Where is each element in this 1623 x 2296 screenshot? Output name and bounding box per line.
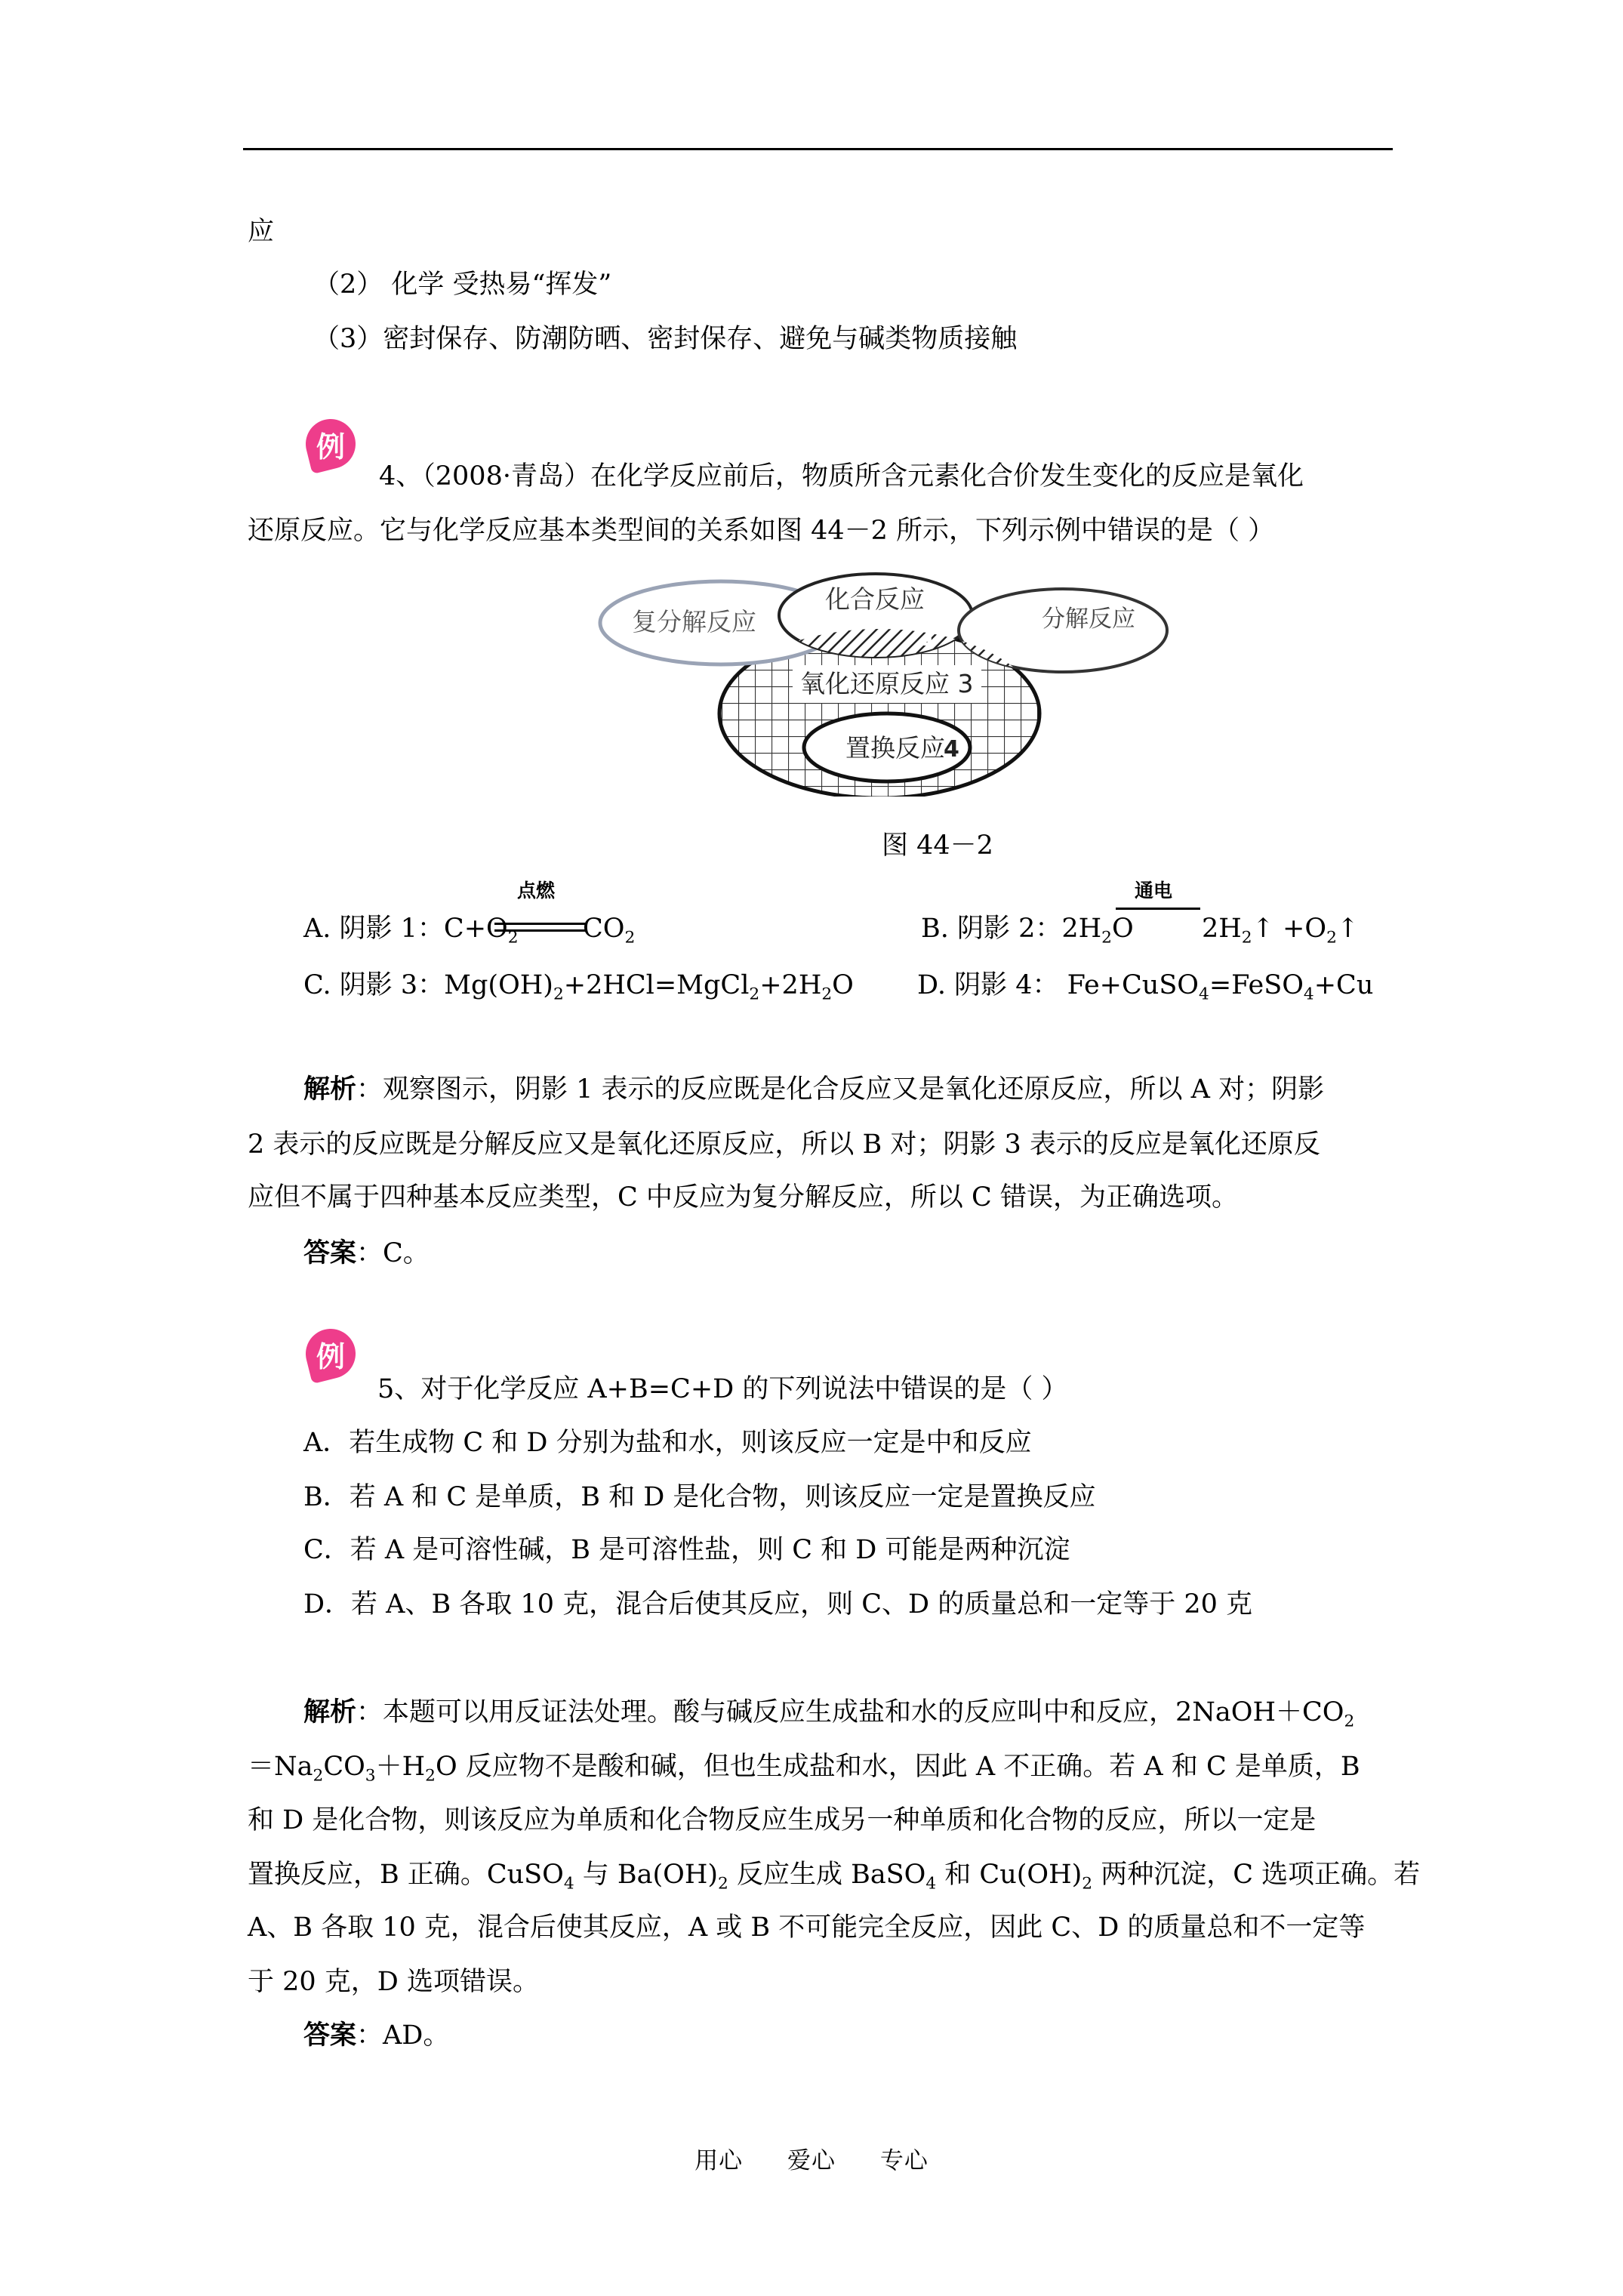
option-d: D. 阴影 4： Fe+CuSO$_4$=FeSO$_4$+Cu: [917, 970, 1374, 1004]
q4-answer: 答案：C。: [303, 1237, 430, 1268]
venn-diagram-figure: [589, 570, 1185, 797]
q4-line-1: 4、（2008·青岛）在化学反应前后，物质所含元素化合价发生变化的反应是氧化: [379, 461, 1304, 492]
q5-analysis-line-5: A、B 各取 10 克，混合后使其反应，A 或 B 不可能完全反应，因此 C、D 的质量总和不一定等: [248, 1912, 1366, 1943]
q5-option-a: A．若生成物 C 和 D 分别为盐和水，则该反应一定是中和反应: [303, 1428, 1032, 1458]
continuation-line-3: （3）密封保存、防潮防晒、密封保存、避免与碱类物质接触: [313, 324, 1018, 354]
option-b-reactants: B. 阴影 2：$2H_2O$: [921, 914, 1134, 948]
q5-analysis-line-3: 和 D 是化合物，则该反应为单质和化合物反应生成另一种单质和化合物的反应，所以一定是: [248, 1805, 1317, 1835]
continuation-line-1: 应: [248, 217, 275, 247]
header-rule: [243, 148, 1393, 150]
q5-analysis-line-1: 解析：本题可以用反证法处理。酸与碱反应生成盐和水的反应叫中和反应，$2NaOH+CO_2$: [303, 1697, 1355, 1731]
example-badge-icon: 例: [300, 414, 361, 474]
footer-item: 爱心: [787, 2147, 836, 2174]
label-decomposition: 分解反应: [1042, 606, 1135, 633]
option-c: C. 阴影 3：$Mg(OH)_2+2HCl=MgCl_2+2H_2O$: [303, 970, 854, 1004]
q4-analysis-line-1: 解析：观察图示，阴影 1 表示的反应既是化合反应又是氧化还原反应，所以 A 对；阴影: [303, 1074, 1325, 1105]
label-number-1: 1: [921, 625, 937, 652]
example-badge-icon: 例: [300, 1324, 361, 1384]
q5-option-c: C．若 A 是可溶性碱，B 是可溶性盐，则 C 和 D 可能是两种沉淀: [303, 1535, 1070, 1565]
label-double-decomposition: 复分解反应: [632, 607, 756, 636]
q4-analysis-line-2: 2 表示的反应既是分解反应又是氧化还原反应，所以 B 对；阴影 3 表示的反应是氧化还原反: [248, 1130, 1320, 1160]
continuation-line-2: （2） 化学 受热易“挥发”: [313, 270, 612, 300]
q5-answer: 答案：AD。: [303, 2020, 450, 2051]
page-footer: [0, 2141, 1623, 2175]
q4-line-2: 还原反应。它与化学反应基本类型间的关系如图 44－2 所示，下列示例中错误的是（ ）: [248, 516, 1275, 546]
option-a-product: $CO_2$: [583, 914, 636, 948]
q5-analysis-line-6: 于 20 克，D 选项错误。: [248, 1967, 539, 1997]
label-number-2: 2: [1008, 640, 1024, 667]
label-redox: 氧化还原反应 3: [800, 669, 974, 698]
q5-analysis-line-4: 置换反应，B 正确。CuSO$_4$ 与 $Ba(OH)_2$ 反应生成 BaSO$_4$ 和 $Cu(OH)_2$ 两种沉淀，C 选项正确。若: [248, 1860, 1421, 1894]
option-b-products: $2H_2↑$ $+O_2↑$: [1202, 914, 1360, 948]
q5-analysis-line-2: $=Na_2CO_3+H_2O$ 反应物不是酸和碱，但也生成盐和水，因此 A 不正确。若 A 和 C 是单质，B: [248, 1752, 1360, 1786]
q5-option-d: D．若 A、B 各取 10 克，混合后使其反应，则 C、D 的质量总和一定等于 20 克: [303, 1589, 1252, 1620]
equation-bar-b: [1116, 908, 1200, 910]
label-displacement: 置换反应: [845, 733, 945, 763]
condition-electrolysis: 通电: [1135, 880, 1173, 901]
label-combination: 化合反应: [825, 584, 925, 614]
label-number-4: 4: [944, 736, 959, 763]
condition-ignite: 点燃: [517, 880, 556, 901]
q5-option-b: B．若 A 和 C 是单质，B 和 D 是化合物，则该反应一定是置换反应: [303, 1482, 1096, 1512]
q4-analysis-line-3: 应但不属于四种基本反应类型，C 中反应为复分解反应，所以 C 错误，为正确选项。: [248, 1182, 1238, 1213]
option-a-reactants: A. 阴影 1：$C+O_2$: [303, 914, 519, 948]
q5-line-1: 5、对于化学反应 A+B=C+D 的下列说法中错误的是（ ）: [377, 1374, 1068, 1404]
figure-caption: 图 44－2: [882, 831, 993, 861]
footer-item: 用心: [694, 2147, 744, 2174]
footer-item: 专心: [879, 2147, 929, 2174]
